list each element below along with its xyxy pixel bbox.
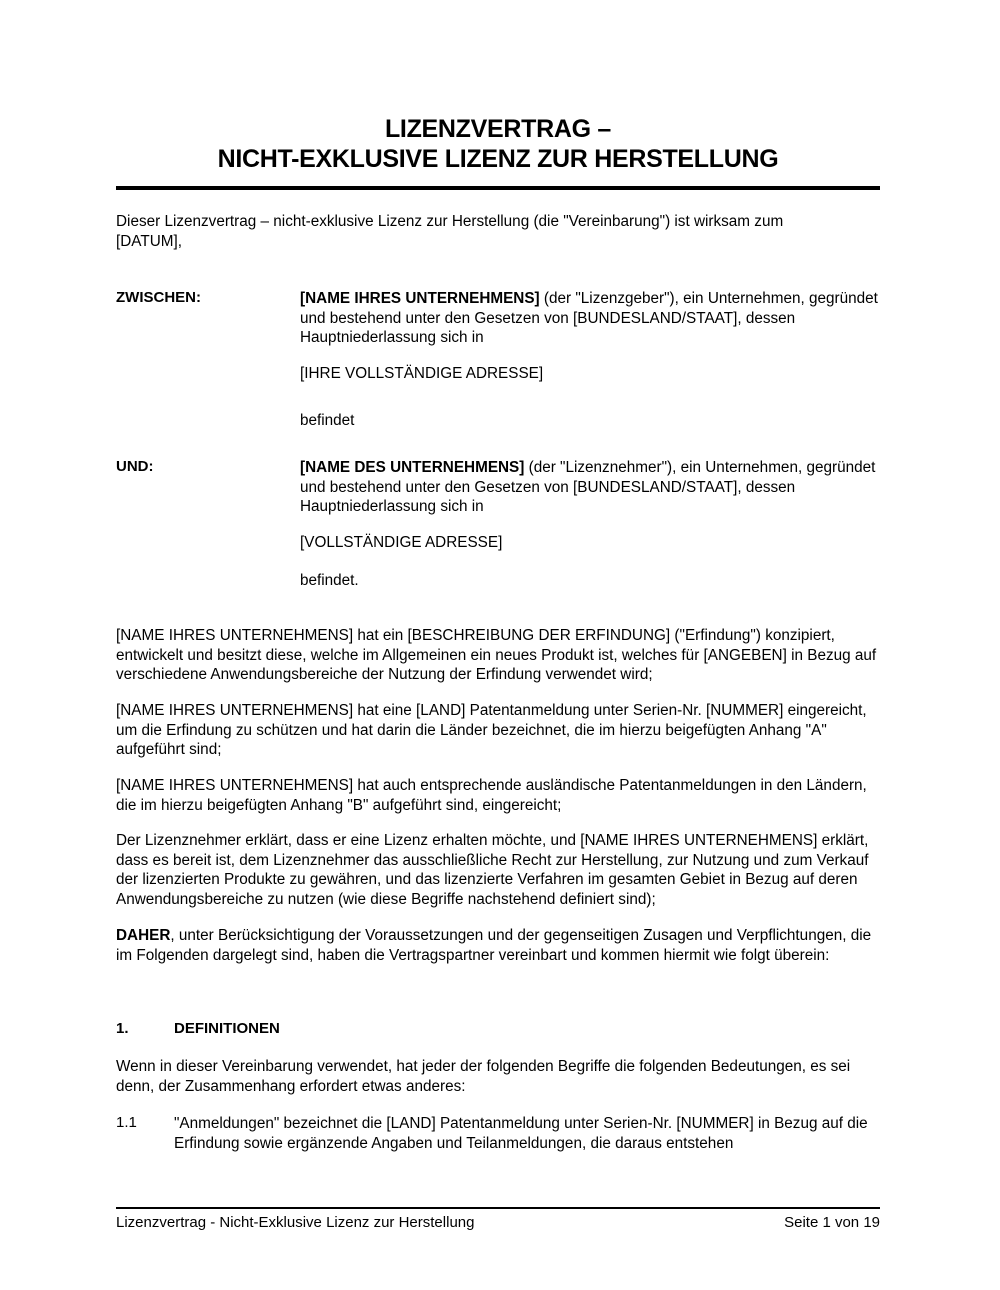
- recital-3: [NAME IHRES UNTERNEHMENS] hat auch entsprechende ausländische Patentanmeldungen in den Ländern, die im hierzu beigefügten Anhang "B" aufgeführt sind, eingereicht;: [116, 777, 867, 814]
- recital-2: [NAME IHRES UNTERNEHMENS] hat eine [LAND] Patentanmeldung unter Serien-Nr. [NUMMER] eingereicht, um die Erfindung zu schützen und hat darin die Länder bezeichnet, die im hierzu beigefügten Anhang "A" aufgeführt sind;: [116, 702, 867, 758]
- party-1-description: [300, 289, 880, 348]
- recital-1: [NAME IHRES UNTERNEHMENS] hat ein [BESCHREIBUNG DER ERFINDUNG] ("Erfindung") konzipiert, entwickelt und besitzt diese, welche im Allgemeinen ein neues Produkt ist, welches für [ANGEBEN] in Bezug auf verschiedene Anwendungsbereiche der Nutzung der Erfindung verwendet wird;: [116, 627, 877, 683]
- title-line-1: LIZENZVERTRAG –: [384, 115, 612, 143]
- party-label-und: UND:: [116, 458, 154, 475]
- title-line-2: NICHT-EXKLUSIVE LIZENZ ZUR HERSTELLUNG: [217, 145, 779, 173]
- footer-page-number: Seite 1 von 19: [784, 1214, 880, 1231]
- party-1-desc: (der "Lizenzgeber"), ein Unternehmen, gegründet und bestehend unter den Gesetzen von [BUNDESLAND/STAAT], dessen Hauptniederlassung sich in: [300, 290, 878, 346]
- recital-4: Der Lizenznehmer erklärt, dass er eine Lizenz erhalten möchte, und [NAME IHRES UNTERNEHMENS] erklärt, dass es bereit ist, dem Lizenznehmer das ausschließliche Recht zur Herstellung, zur Nutzung und zum Verkauf der lizenzierten Produkte zu gewähren, und das lizenzierte Verfahren im gesamten Gebiet in Bezug auf deren Anwendungsbereiche zu nutzen (wie diese Begriffe nachstehend definiert sind);: [116, 832, 869, 908]
- party-1-address: [IHRE VOLLSTÄNDIGE ADRESSE]: [300, 365, 544, 382]
- item-1-1-number: 1.1: [116, 1114, 137, 1131]
- daher-bold: DAHER: [116, 927, 171, 944]
- footer-divider: [116, 1207, 880, 1209]
- footer-document-title: Lizenzvertrag - Nicht-Exklusive Lizenz zur Herstellung: [116, 1214, 475, 1231]
- party-2-address: [VOLLSTÄNDIGE ADRESSE]: [300, 534, 503, 551]
- title-divider: [116, 186, 880, 190]
- intro-paragraph: Dieser Lizenzvertrag – nicht-exklusive Lizenz zur Herstellung (die "Vereinbarung") ist wirksam zum [DATUM],: [116, 213, 784, 250]
- item-1-1-text: "Anmeldungen" bezeichnet die [LAND] Patentanmeldung unter Serien-Nr. [NUMMER] in Bezug auf die Erfindung sowie ergänzende Angaben und Teilanmeldungen, die daraus entstehen: [174, 1115, 868, 1152]
- party-1-name: [NAME IHRES UNTERNEHMENS]: [300, 290, 540, 307]
- daher-paragraph: [116, 926, 886, 965]
- party-2-description: [300, 458, 880, 517]
- party-2-desc: (der "Lizenznehmer"), ein Unternehmen, gegründet und bestehend unter den Gesetzen von [BUNDESLAND/STAAT], dessen Hauptniederlassung sich in: [300, 459, 876, 515]
- party-label-zwischen: ZWISCHEN:: [116, 289, 201, 306]
- party-2-closing: befindet.: [300, 572, 359, 589]
- daher-rest: , unter Berücksichtigung der Voraussetzungen und der gegenseitigen Zusagen und Verpflichtungen, die im Folgenden dargelegt sind, haben die Vertragspartner vereinbart und kommen hiermit wie folgt überein:: [116, 927, 872, 964]
- section-1-title: DEFINITIONEN: [174, 1020, 280, 1037]
- section-1-intro: Wenn in dieser Vereinbarung verwendet, hat jeder der folgenden Begriffe die folgenden Bedeutungen, es sei denn, der Zusammenhang erfordert etwas anderes:: [116, 1058, 851, 1095]
- party-2-name: [NAME DES UNTERNEHMENS]: [300, 459, 525, 476]
- party-1-closing: befindet: [300, 412, 355, 429]
- section-1-number: 1.: [116, 1020, 129, 1037]
- document-title: [116, 114, 880, 174]
